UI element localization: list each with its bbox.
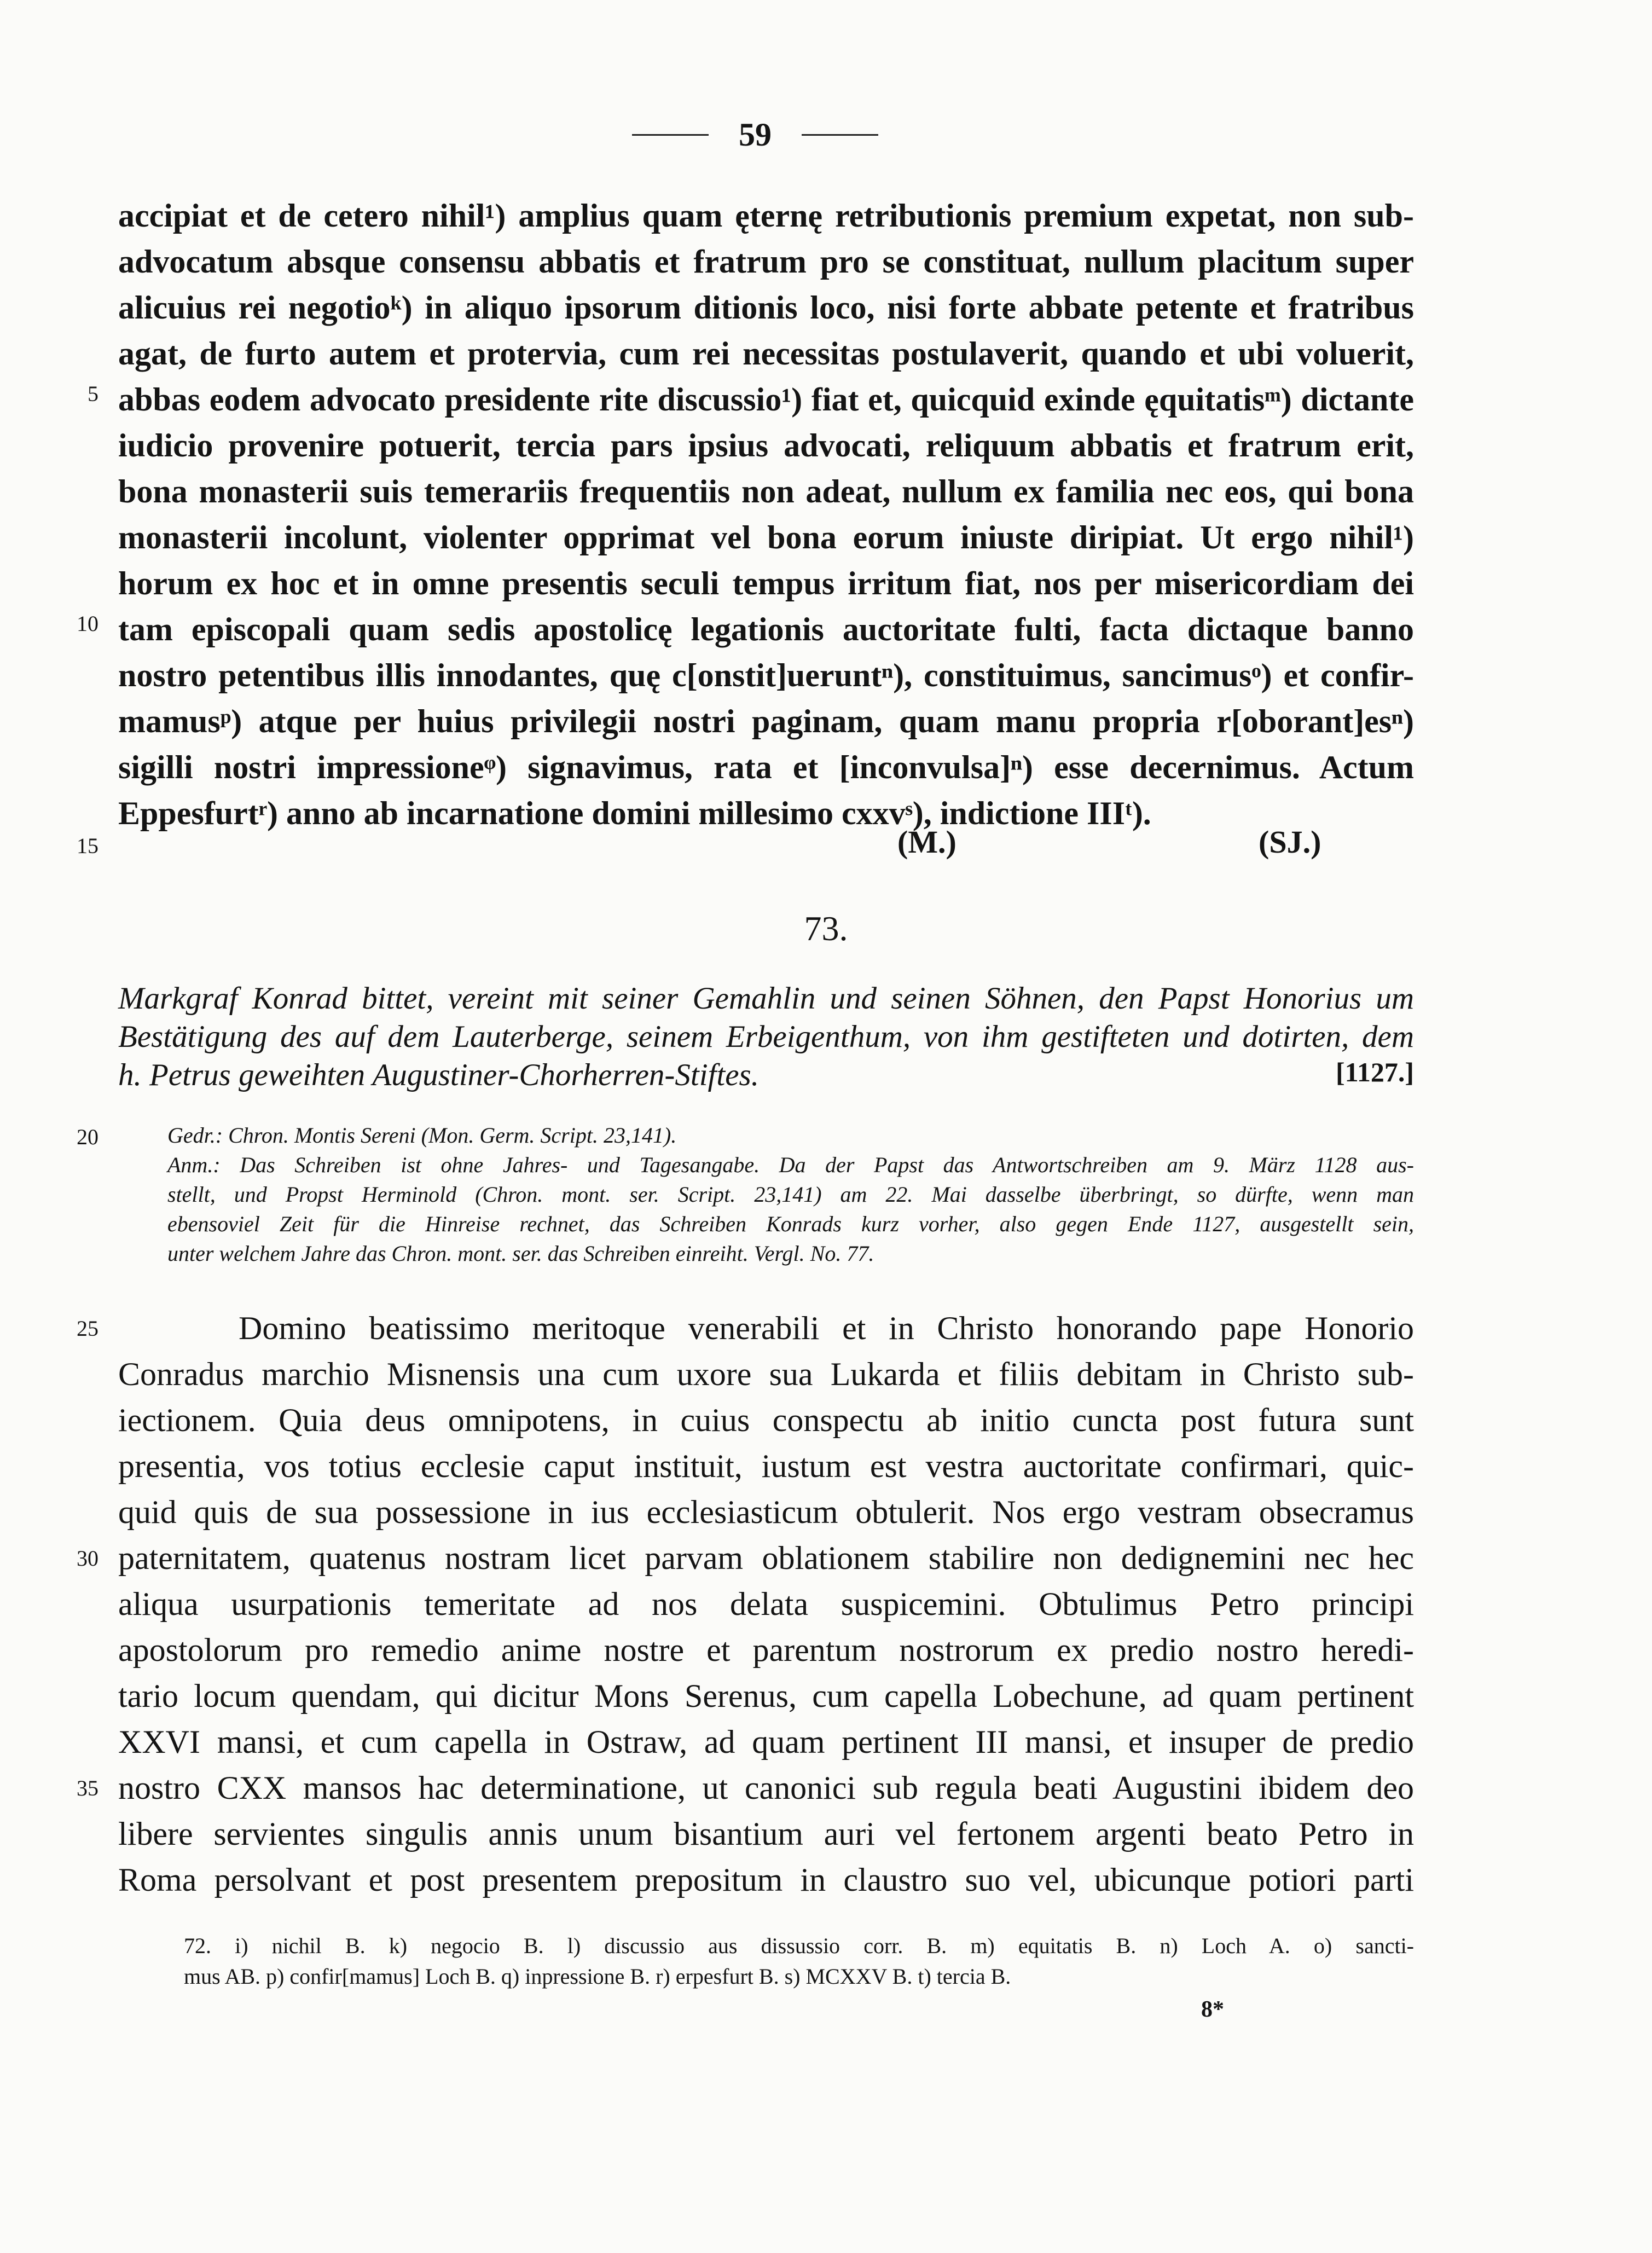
charter-line: bona monasterii suis temerariis frequentiis non adeat, nullum ex familia nec eos, qui bona	[118, 473, 1414, 509]
note-line: Anm.: Das Schreiben ist ohne Jahres- und Tagesangabe. Da der Papst das Antwortschreiben am 9. März 1128 aus-	[167, 1152, 1414, 1177]
charter-line: aliqua usurpationis temeritate ad nos delata suspicemini. Obtulimus Petro principi	[118, 1586, 1414, 1622]
charter-line: Conradus marchio Misnensis una cum uxore sua Lukarda et filiis debitam in Christo sub-	[118, 1356, 1414, 1392]
charter-line: presentia, vos totius ecclesie caput instituit, iustum est vestra auctoritate confirmari, quic-	[118, 1448, 1414, 1484]
line-number: 5	[88, 381, 98, 406]
charter-line: Eppesfurtʳ) anno ab incarnatione domini millesimo cxxvˢ), indictione IIIᵗ).	[118, 795, 1151, 831]
charter-line: alicuius rei negotioᵏ) in aliquo ipsorum ditionis loco, nisi forte abbate petente et fratribus	[118, 289, 1414, 326]
header-rule-right	[802, 134, 878, 136]
charter-line: iudicio provenire potuerit, tercia pars ipsius advocati, reliquum abbatis et fratrum erit,	[118, 427, 1414, 464]
note-line: Gedr.: Chron. Montis Sereni (Mon. Germ. Script. 23,141).	[167, 1123, 677, 1148]
note-line: unter welchem Jahre das Chron. mont. ser. das Schreiben einreiht. Vergl. No. 77.	[167, 1241, 874, 1266]
charter-line: agat, de furto autem et protervia, cum rei necessitas postulaverit, quando et ubi voluerit,	[118, 335, 1414, 372]
regest-line: h. Petrus geweihten Augustiner-Chorherren-Stiftes.	[118, 1058, 759, 1092]
document-number: 73.	[804, 909, 848, 948]
charter-line: tam episcopali quam sedis apostolicę legationis auctoritate fulti, facta dictaque banno	[118, 611, 1414, 647]
charter-line: Domino beatissimo meritoque venerabili et in Christo honorando pape Honorio	[239, 1310, 1414, 1346]
charter-line: apostolorum pro remedio anime nostre et parentum nostrorum ex predio nostro heredi-	[118, 1632, 1414, 1668]
charter-line: advocatum absque consensu abbatis et fratrum pro se constituat, nullum placitum super	[118, 244, 1414, 280]
page-number: 59	[739, 117, 772, 153]
line-number: 20	[77, 1125, 98, 1149]
page-header	[618, 116, 892, 154]
charter-line: nostro CXX mansos hac determinatione, ut canonici sub regula beati Augustini ibidem deo	[118, 1770, 1414, 1806]
charter-line: tario locum quendam, qui dicitur Mons Serenus, cum capella Lobechune, ad quam pertinent	[118, 1678, 1414, 1714]
line-number: 25	[77, 1316, 98, 1341]
regest-date: [1127.]	[1335, 1057, 1414, 1087]
charter-line: accipiat et de cetero nihil¹) amplius quam ęternę retributionis premium expetat, non sub-	[118, 198, 1414, 234]
signature-mark: 8*	[1201, 1997, 1224, 2022]
regest-line: Bestätigung des auf dem Lauterberge, seinem Erbeigenthum, von ihm gestifteten und dotirten, dem	[118, 1020, 1414, 1054]
charter-line: iectionem. Quia deus omnipotens, in cuius conspectu ab initio cuncta post futura sunt	[118, 1402, 1414, 1438]
footnote-line: mus AB. p) confir[mamus] Loch B. q) inpressione B. r) erpesfurt B. s) MCXXV B. t) tercia B.	[184, 1964, 1011, 1989]
footnote-line: 72. i) nichil B. k) negocio B. l) discussio aus dissussio corr. B. m) equitatis B. n) Loch A. o) sancti-	[184, 1933, 1414, 1958]
charter-line: Roma persolvant et post presentem prepositum in claustro suo vel, ubicunque potiori parti	[118, 1862, 1414, 1898]
seal-mark-sigillum: (SJ.)	[1259, 824, 1321, 860]
line-number: 10	[77, 611, 98, 636]
note-line: stellt, und Propst Herminold (Chron. mont. ser. Script. 23,141) am 22. Mai dasselbe überbringt, so dürfte, wenn man	[167, 1182, 1414, 1207]
line-number: 30	[77, 1546, 98, 1571]
header-rule-left	[632, 134, 709, 136]
line-number: 15	[77, 833, 98, 858]
charter-line: sigilli nostri impressioneᵠ) signavimus, rata et [inconvulsa]ⁿ) esse decernimus. Actum	[118, 749, 1414, 785]
charter-line: horum ex hoc et in omne presentis seculi tempus irritum fiat, nos per misericordiam dei	[118, 565, 1414, 601]
charter-line: monasterii incolunt, violenter opprimat vel bona eorum iniuste diripiat. Ut ergo nihil¹)	[118, 519, 1414, 555]
charter-line: abbas eodem advocato presidente rite discussio¹) fiat et, quicquid exinde ęquitatisᵐ) dictante	[118, 381, 1414, 418]
seal-mark-monogram: (M.)	[897, 824, 957, 860]
regest-line: Markgraf Konrad bittet, vereint mit seiner Gemahlin und seinen Söhnen, den Papst Honorius um	[118, 981, 1414, 1016]
charter-line: XXVI mansi, et cum capella in Ostraw, ad quam pertinent III mansi, et insuper de predio	[118, 1724, 1414, 1760]
charter-line: libere servientes singulis annis unum bisantium auri vel fertonem argenti beato Petro in	[118, 1816, 1414, 1852]
charter-line: mamusᵖ) atque per huius privilegii nostri paginam, quam manu propria r[oborant]esⁿ)	[118, 703, 1414, 739]
note-line: ebensoviel Zeit für die Hinreise rechnet, das Schreiben Konrads kurz vorher, also gegen Ende 1127, ausgestellt sein,	[167, 1212, 1414, 1236]
charter-line: nostro petentibus illis innodantes, quę c[onstit]ueruntⁿ), constituimus, sancimusᵒ) et confir-	[118, 657, 1414, 693]
charter-line: quid quis de sua possessione in ius ecclesiasticum obtulerit. Nos ergo vestram obsecramus	[118, 1494, 1414, 1530]
charter-line: paternitatem, quatenus nostram licet parvam oblationem stabilire non dedignemini nec hec	[118, 1540, 1414, 1576]
line-number: 35	[77, 1776, 98, 1800]
